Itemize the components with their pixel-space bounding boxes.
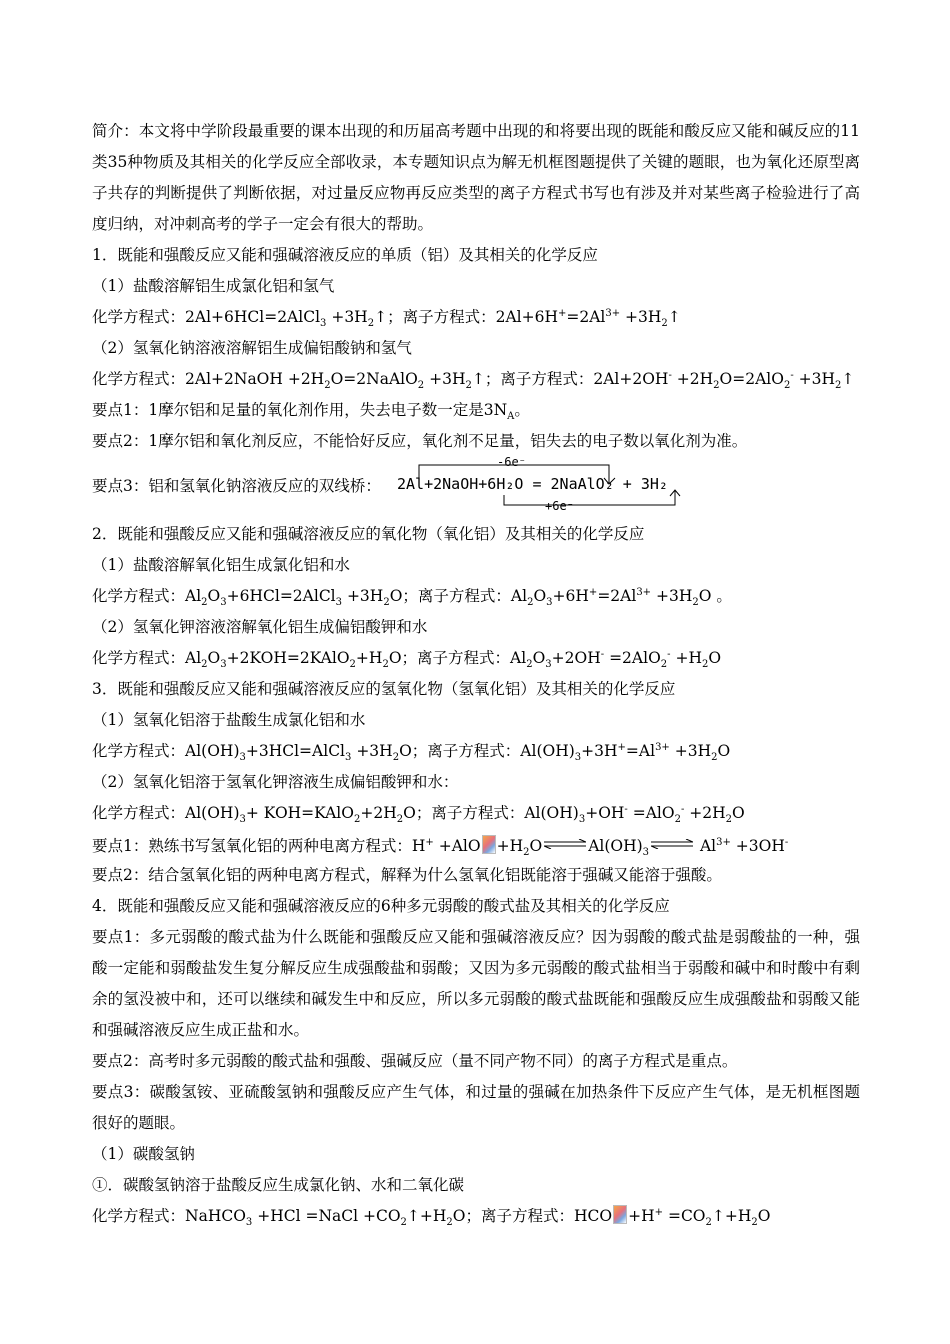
section-4-key-point-1: 要点1：多元弱酸的酸式盐为什么既能和强酸反应又能和强碱溶液反应？因为弱酸的酸式盐是弱酸盐的一种，强酸一定能和弱酸盐发生复分解反应生成强酸盐和弱酸；又因为多元弱酸的酸式盐相当于弱酸和碱中和时酸中有剩余的氢没被中和，还可以继续和碱发生中和反应，所以多元弱酸的酸式盐既能和强酸反应生成强酸盐和弱酸又能和强碱溶液反应生成正盐和水。 (92, 928, 860, 1039)
ion-label: 离子方程式： (402, 308, 496, 326)
chem-label: 化学方程式： (92, 1207, 186, 1225)
section-2-sub-1: （1）盐酸溶解氧化铝生成氯化铝和水 (92, 556, 350, 574)
section-4-title: 4．既能和强酸反应又能和强碱溶液反应的6种多元弱酸的酸式盐及其相关的化学反应 (92, 897, 670, 915)
section-2-title: 2．既能和强酸反应又能和强碱溶液反应的氧化物（氧化铝）及其相关的化学反应 (92, 525, 645, 543)
section-2-sub-2: （2）氢氧化钾溶液溶解氧化铝生成偏铝酸钾和水 (92, 618, 428, 636)
intro-paragraph: 简介：本文将中学阶段最重要的课本出现的和历届高考题中出现的和将要出现的既能和酸反应又能和碱反应的11类35种物质及其相关的化学反应全部收录，本专题知识点为解无机框图题提供了关键的题眼，也为氧化还原型离子共存的判断提供了判断依据，对过量反应物再反应类型的离子方程式书写也有涉及并对某些离子检验进行了高度归纳，对冲刺高考的学子一定会有很大的帮助。 (92, 122, 860, 233)
section-4-sub-1: （1）碳酸氢钠 (92, 1145, 195, 1163)
section-3-key-point-2: 要点2：结合氢氧化铝的两种电离方程式，解释为什么氢氧化铝既能溶于强碱又能溶于强酸。 (92, 866, 722, 884)
key-point-1 (92, 395, 860, 426)
chem-label: 化学方程式： (92, 308, 186, 326)
embedded-image-icon (482, 835, 496, 854)
section-3-sub-1: （1）氢氧化铝溶于盐酸生成氯化铝和水 (92, 711, 366, 729)
chem-label: 化学方程式： (92, 804, 186, 822)
chem-label: 化学方程式： (92, 649, 186, 667)
ion-label: 离子方程式： (417, 587, 511, 605)
key-point-1-label: 要点1：熟练书写氢氧化铝的两种电离方程式： (92, 837, 412, 855)
ion-label: 离子方程式： (431, 804, 525, 822)
bridge-equation: 2Al+2NaOH+6H₂O = 2NaAlO₂ + 3H₂ (397, 475, 668, 493)
equation-line: 化学方程式：$Al(OH)_3+$ $KOH=KAlO_2+2H_2O$；离子方程式：$Al(OH)_3+OH^- =AlO_2^- +2H_2O$ (92, 803, 745, 826)
ion-label: 离子方程式： (500, 370, 594, 388)
reversible-arrow-icon (544, 829, 586, 839)
chem-label: 化学方程式： (92, 742, 186, 760)
equation-line: 化学方程式：NaHCO$_3$ +HCl =NaCl $+CO_2↑+H_2O$；离子方程式：HCO $+H^+ =CO_2↑+H_2O$ (92, 1206, 771, 1229)
section-3-sub-2: （2）氢氧化铝溶于氢氧化钾溶液生成偏铝酸钾和水： (92, 773, 459, 791)
equation-line: 化学方程式：$Al(OH)_3+3HCl=AlCl_3 +3H_2O$；离子方程式：$Al(OH)_3+3H^+=Al^{3+} +3H_2O$ (92, 741, 731, 764)
key-point-1-end: 。 (514, 401, 530, 419)
chem-label: 化学方程式： (92, 370, 186, 388)
key-point-2: 要点2：1摩尔铝和氧化剂反应，不能恰好反应，氧化剂不足量，铝失去的电子数以氧化剂为准。 (92, 432, 748, 450)
document-page (92, 116, 860, 1232)
section-4-key-point-3: 要点3：碳酸氢铵、亚硫酸氢钠和强酸反应产生气体，和过量的强碱在加热条件下反应产生气体，是无机框图题很好的题眼。 (92, 1083, 860, 1132)
section-4-item-1: ①．碳酸氢钠溶于盐酸反应生成氯化钠、水和二氧化碳 (92, 1176, 465, 1194)
section-1-sub-1: （1）盐酸溶解铝生成氯化铝和氢气 (92, 277, 335, 295)
section-3-title: 3．既能和强酸反应又能和强碱溶液反应的氢氧化物（氢氧化铝）及其相关的化学反应 (92, 680, 676, 698)
bridge-top-label: -6e⁻ (497, 455, 526, 469)
key-point-3: 要点3：铝和氢氧化钠溶液反应的双线桥： (92, 477, 381, 495)
ion-label: 离子方程式： (427, 742, 521, 760)
equation-line: 化学方程式：$Al_2O_3+6HCl=2AlCl_3 +3H_2O$；离子方程式：$Al_2O_3+6H^+=2Al^{3+} +3H_2O$ 。 (92, 586, 732, 609)
chem-label: 化学方程式： (92, 587, 186, 605)
ion-label: 离子方程式： (417, 649, 511, 667)
ion-label: 离子方程式： (481, 1207, 575, 1225)
reversible-arrow-icon (651, 829, 693, 839)
equation-line: 化学方程式：2Al+2NaOH $+2H_2O=2NaAlO_2$ $+3H_2↑$；离子方程式：$2Al+2OH^- +2H_2O=2AlO_2^-$ $+3H_2↑$ (92, 369, 855, 392)
embedded-image-icon (613, 1205, 627, 1224)
double-line-bridge-row (92, 457, 860, 519)
section-1-sub-2: （2）氢氧化钠溶液溶解铝生成偏铝酸钠和氢气 (92, 339, 412, 357)
double-line-bridge-diagram (397, 455, 697, 515)
key-point-1-sub: A (507, 411, 515, 423)
bridge-bottom-label: +6e⁻ (545, 499, 574, 513)
equation-line: 化学方程式：$Al_2O_3+2KOH=2KAlO_2+H_2O$；离子方程式：$Al_2O_3+2OH^- =2AlO_2^- +H_2O$ (92, 648, 722, 671)
section-1-title: 1．既能和强酸反应又能和强碱溶液反应的单质（铝）及其相关的化学反应 (92, 246, 598, 264)
section-4-key-point-2: 要点2：高考时多元弱酸的酸式盐和强酸、强碱反应（量不同产物不同）的离子方程式是重点。 (92, 1052, 738, 1070)
equation-line: 化学方程式：2Al+6HCl=2AlCl$_3$ $+3H_2↑$；离子方程式：$2Al+6H^+=2Al^{3+}$ $+3H_2↑$ (92, 307, 681, 330)
ionization-equation-line: 要点1：熟练书写氢氧化铝的两种电离方程式：$H^+ +AlO +H_2O$ $Al(OH)_3$ $Al^{3+} +3OH^-$ (92, 829, 860, 860)
key-point-1-text: 要点1：1摩尔铝和足量的氧化剂作用，失去电子数一定是3N (92, 401, 508, 419)
